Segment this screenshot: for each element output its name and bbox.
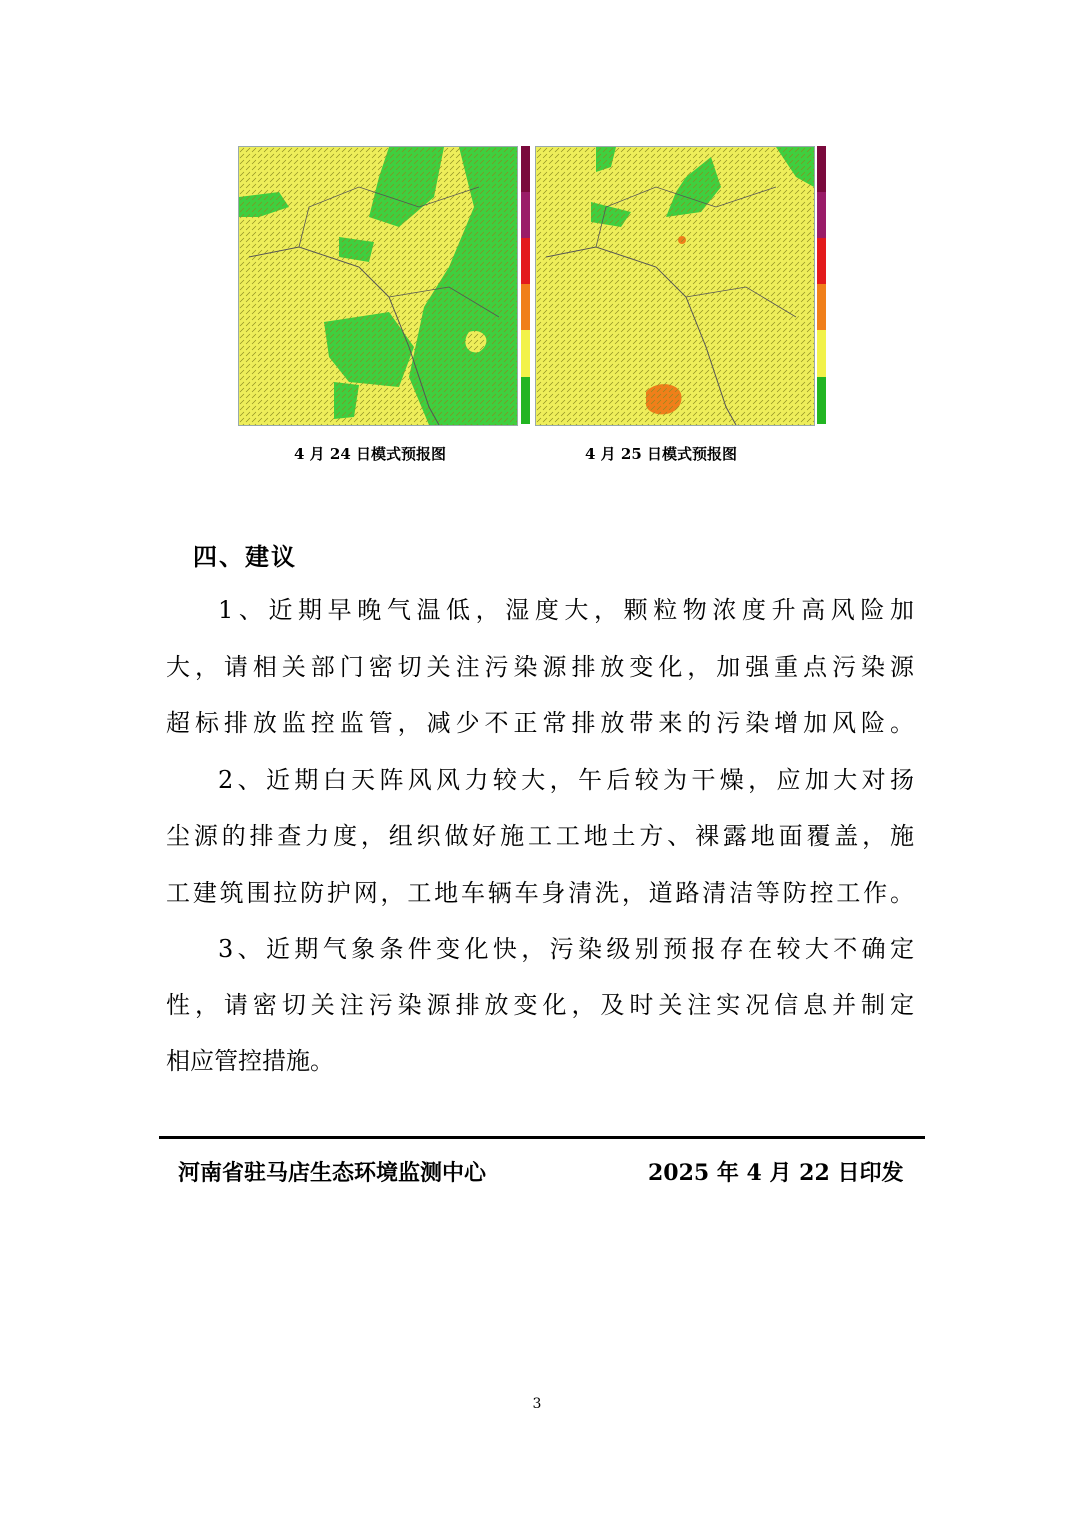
forecast-legend-apr24 (521, 146, 530, 424)
section-heading: 四、建议 (193, 542, 297, 571)
figure-caption-apr25: 4 月 25 日模式预报图 (585, 445, 737, 463)
legend-level-3 (817, 284, 826, 330)
paragraph-line: 3、近期气象条件变化快，污染级别预报存在较大不确定 (218, 935, 914, 963)
legend-level-3 (521, 284, 530, 330)
figure-caption-apr24: 4 月 24 日模式预报图 (294, 445, 446, 463)
legend-level-5 (521, 192, 530, 238)
forecast-map-apr24-graphic (239, 147, 517, 425)
legend-level-1 (817, 377, 826, 424)
legend-level-1 (521, 377, 530, 424)
legend-level-5 (817, 192, 826, 238)
legend-level-4 (817, 238, 826, 284)
paragraph-line: 2、近期白天阵风风力较大，午后较为干燥，应加大对扬 (218, 766, 914, 794)
paragraph-line: 大，请相关部门密切关注污染源排放变化，加强重点污染源 (166, 653, 914, 681)
legend-level-6 (521, 146, 530, 192)
legend-level-6 (817, 146, 826, 192)
paragraph-line: 相应管控措施。 (166, 1047, 334, 1075)
paragraph-line: 1、近期早晚气温低，湿度大，颗粒物浓度升高风险加 (218, 596, 914, 624)
legend-level-2 (817, 330, 826, 377)
paragraph-line: 超标排放监控监管，减少不正常排放带来的污染增加风险。 (166, 709, 914, 737)
paragraph-line: 工建筑围拉防护网，工地车辆车身清洗，道路清洁等防控工作。 (166, 879, 914, 907)
footer-divider (159, 1136, 925, 1139)
page-number: 3 (532, 1396, 542, 1412)
forecast-map-apr25-graphic (536, 147, 814, 425)
issue-date: 2025 年 4 月 22 日印发 (648, 1160, 904, 1186)
paragraph-line: 性，请密切关注污染源排放变化，及时关注实况信息并制定 (166, 991, 914, 1019)
forecast-map-apr25 (535, 146, 815, 426)
forecast-legend-apr25 (817, 146, 826, 424)
legend-level-4 (521, 238, 530, 284)
legend-level-2 (521, 330, 530, 377)
issuing-organization: 河南省驻马店生态环境监测中心 (178, 1160, 487, 1186)
forecast-map-apr24 (238, 146, 518, 426)
paragraph-line: 尘源的排查力度，组织做好施工工地土方、裸露地面覆盖，施 (166, 822, 914, 850)
